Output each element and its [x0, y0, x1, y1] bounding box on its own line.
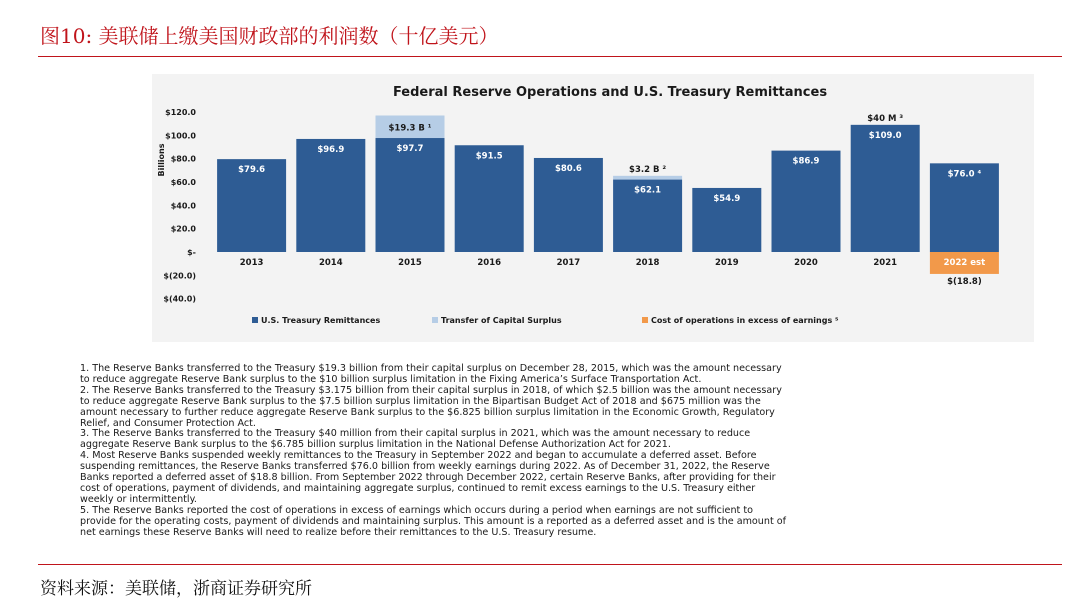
chart-panel [152, 74, 1034, 342]
y-axis-label: Billions [157, 143, 166, 177]
footnote-line: weekly or intermittently. [80, 493, 197, 505]
y-tick-label: $- [187, 248, 196, 257]
bar-value-label: $109.0 [868, 130, 902, 141]
footnote-line: 3. The Reserve Banks transferred to the Treasury $40 million from their capital surplus in 2021, which was the amount necessary to reduce [80, 428, 751, 440]
title-divider [38, 56, 1062, 57]
bar-value-label: $54.9 [713, 193, 741, 204]
capital-surplus-label: $40 M ³ [867, 113, 904, 124]
x-axis [240, 258, 985, 268]
x-tick-label: 2022 est [943, 258, 986, 268]
footnote-line: provide for the operating costs, payment of dividends and maintaining surplus. This amount is a reported as a deferred asset and is the amount of [80, 515, 787, 527]
legend-swatch [252, 317, 258, 323]
x-tick-label: 2018 [635, 258, 660, 268]
footnote-line: 4. Most Reserve Banks suspended weekly remittances to the Treasury in September 2022 and began to accumulate a deferred asset. Before [80, 450, 757, 462]
bar-value-label: $96.9 [317, 144, 345, 155]
footnote-line: 1. The Reserve Banks transferred to the Treasury $19.3 billion from their capital surplus on December 28, 2015, which was the amount necessary [80, 363, 782, 374]
y-tick-label: $(40.0) [163, 294, 196, 304]
bar-remittance-2021 [851, 125, 920, 252]
legend-label: U.S. Treasury Remittances [261, 316, 381, 325]
footnote-line: net earnings these Reserve Banks will need to realize before their remittances to the U.S. Treasury resume. [80, 526, 597, 538]
y-tick-label: $80.0 [170, 154, 196, 164]
y-axis [163, 108, 196, 304]
x-tick-label: 2015 [398, 258, 422, 268]
bar-remittance-2014 [296, 139, 365, 252]
footnote-line: Relief, and Consumer Protection Act. [80, 417, 256, 429]
x-tick-label: 2019 [714, 258, 739, 268]
y-tick-label: $(20.0) [163, 271, 196, 281]
x-tick-label: 2014 [318, 258, 343, 268]
legend-swatch [432, 317, 438, 323]
capital-surplus-label: $19.3 B ¹ [388, 123, 432, 134]
footnote-line: to reduce aggregate Reserve Bank surplus to the $7.5 billion surplus limitation in the Bipartisan Budget Act of 2018 and $675 million was the [80, 395, 761, 407]
x-tick-label: 2021 [873, 258, 898, 268]
footnote-line: aggregate Reserve Bank surplus to the $6.785 billion surplus limitation in the National Defense Authorization Act for 2021. [80, 439, 671, 451]
x-tick-label: 2017 [556, 258, 581, 268]
bar-value-label: $76.0 ⁴ [947, 169, 982, 180]
x-tick-label: 2013 [239, 258, 264, 268]
footnote-line: Banks reported a deferred asset of $18.8 billion. From September 2022 through December 2022, certain Reserve Banks, after providing for their [80, 472, 776, 484]
y-tick-label: $120.0 [165, 108, 196, 117]
bar-value-label: $80.6 [554, 163, 582, 174]
footnote-line: 2. The Reserve Banks transferred to the Treasury $3.175 billion from their capital surplus in 2018, of which $2.5 billion was the amount necessary [80, 384, 782, 396]
bar-value-label: $91.5 [475, 151, 503, 162]
bar-value-label: $86.9 [792, 156, 820, 167]
chart-title: Federal Reserve Operations and U.S. Treasury Remittances [392, 85, 828, 100]
bar-remittance-2015 [376, 138, 445, 252]
legend-label: Cost of operations in excess of earnings ⁵ [651, 316, 839, 325]
x-tick-label: 2016 [477, 258, 502, 268]
bar-value-label: $97.7 [396, 144, 424, 155]
figure-title: 图10: 美联储上缴美国财政部的利润数（十亿美元） [40, 24, 499, 48]
source-note: 资料来源：美联储，浙商证券研究所 [40, 579, 312, 599]
y-tick-label: $20.0 [170, 224, 196, 234]
bar-chart [152, 74, 1034, 342]
footnote-line: 5. The Reserve Banks reported the cost of operations in excess of earnings which occurs during a period when earnings are not sufficient to [80, 504, 753, 516]
bar-remittance-2016 [455, 145, 524, 252]
y-tick-label: $100.0 [165, 131, 196, 141]
cost-of-operations-label: $(18.8) [947, 276, 982, 287]
bar-value-label: $62.1 [634, 185, 662, 196]
source-divider [38, 564, 1062, 565]
bar-value-label: $79.6 [238, 165, 266, 176]
y-tick-label: $40.0 [170, 201, 196, 211]
footnote-line: suspending remittances, the Reserve Banks transferred $76.0 billion from weekly earnings during 2022. As of December 31, 2022, the Reserve [80, 461, 770, 473]
y-tick-label: $60.0 [170, 178, 196, 187]
legend [252, 316, 839, 325]
footnote-line: to reduce aggregate Reserve Bank surplus to the $10 billion surplus limitation in the Fixing America’s Surface Transportation Act. [80, 373, 702, 385]
footnote-line: cost of operations, payment of dividends, and maintaining aggregate surplus, continued to remit excess earnings to the U.S. Treasury either [80, 482, 756, 494]
legend-swatch [642, 317, 648, 323]
legend-label: Transfer of Capital Surplus [441, 316, 562, 325]
bar-capital-surplus-2018 [613, 176, 682, 180]
capital-surplus-label: $3.2 B ² [629, 164, 667, 175]
footnote-line: amount necessary to further reduce aggregate Reserve Bank surplus to the $6.825 billion surplus limitation in the Economic Growth, Regulatory [80, 406, 775, 418]
footnotes [80, 364, 1040, 539]
x-tick-label: 2020 [794, 258, 818, 268]
